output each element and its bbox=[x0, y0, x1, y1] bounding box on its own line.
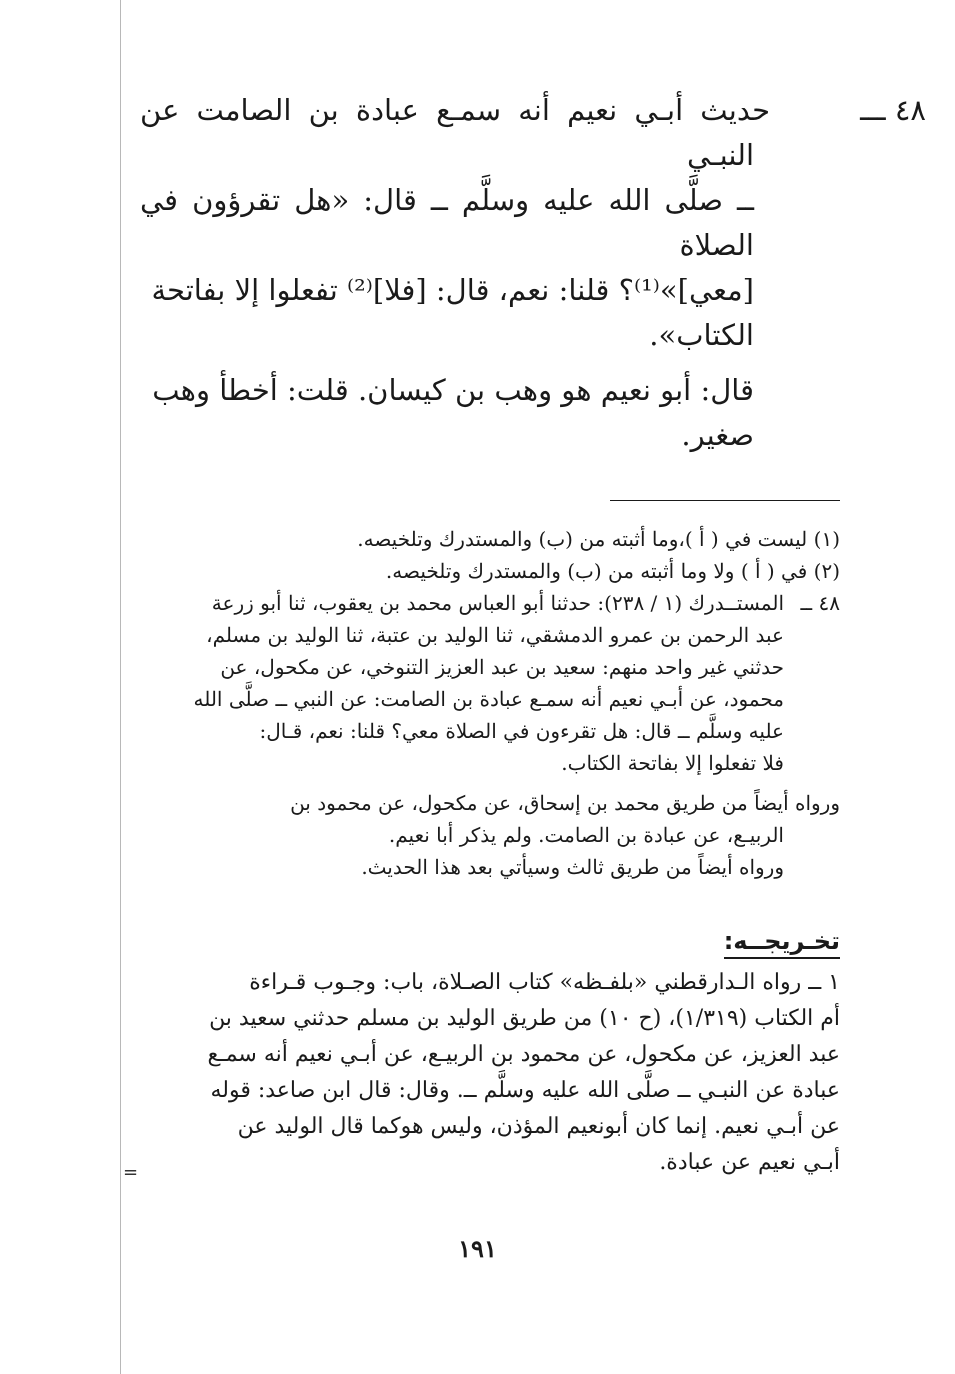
hadith-number: ٤٨ ـــ bbox=[860, 93, 926, 127]
takhrij-line-4: عبادة عن النبـي ــ صلَّى الله عليه وسلَّم ــ. وقال: قال ابن صاعد: قوله bbox=[210, 1078, 840, 1103]
source-line-6: فلا تفعلوا إلا بفاتحة الكتاب. bbox=[561, 751, 784, 775]
takhrij-line-3: عبد العزيز، عن مكحول، عن محمود بن الربيـع، عن أبـي نعيم أنه سمـع bbox=[207, 1042, 840, 1067]
source-line-1: ٤٨ ــالمستــدرك (١ / ٢٣٨): حدثنا أبو العباس محمد بن يعقوب، ثنا أبو زرعة bbox=[140, 587, 840, 619]
source-number: ٤٨ ــ bbox=[800, 591, 840, 615]
margin-equals-mark: = bbox=[123, 1162, 139, 1183]
riwaya-line-3: ورواه أيضاً من طريق ثالث وسيأتي بعد هذا الحديث. bbox=[361, 855, 784, 879]
page-number: ١٩١ bbox=[458, 1234, 497, 1263]
takhrij-line-5: عن أبـي نعيم. إنما كان أبونعيم المؤذن، وليس هوكما قال الوليد عن bbox=[237, 1114, 840, 1139]
footnotes bbox=[140, 523, 840, 883]
hadith-comment-line-1: قال: أبو نعيم هو وهب بن كيسان. قلت: أخطأ وهب bbox=[152, 373, 754, 407]
takhrij-line-6: أبـي نعيم عن عبادة. bbox=[659, 1150, 840, 1175]
hadith-line-1: ٤٨ ـــحديث أبـي نعيم أنه سمـع عبادة بن الصامت عن النبـي bbox=[140, 88, 754, 178]
hadith-line-2: ــ صلَّى الله عليه وسلَّم ــ قال: «هل تقرؤون في الصلاة bbox=[140, 183, 754, 262]
riwaya-block bbox=[140, 787, 840, 883]
scan-edge-line bbox=[120, 0, 121, 1374]
hadith-body bbox=[140, 88, 926, 358]
source-line-5: عليه وسلَّم ــ قال: هل تقرءون في الصلاة معي؟ قلنا: نعم، قـال: bbox=[259, 719, 784, 743]
source-rest bbox=[140, 619, 840, 779]
source-note bbox=[140, 587, 840, 883]
takhrij-line-2: أم الكتاب (١/٣١٩)، (ح ١٠) من طريق الوليد بن مسلم حدثني سعيد بن bbox=[209, 1006, 840, 1031]
footnote-2: (٢) في ( أ ) ولا وما أثبته من (ب) والمستدرك وتلخيصه. bbox=[385, 559, 840, 583]
hadith-block bbox=[140, 88, 926, 458]
source-line-2: عبد الرحمن بن عمرو الدمشقي، ثنا الوليد بن عتبة، ثنا الوليد بن مسلم، bbox=[206, 623, 784, 647]
hadith-line-4: الكتاب». bbox=[649, 318, 754, 352]
source-line-4: محمود، عن أبـي نعيم أنه سمـع عبادة بن الصامت: عن النبي ــ صلَّى الله bbox=[193, 687, 784, 711]
hadith-comment-line-2: صغير. bbox=[681, 418, 754, 452]
takhrij-heading: تخـريجــه: bbox=[140, 927, 840, 955]
riwaya-line-1: ورواه أيضاً من طريق محمد بن إسحاق، عن مكحول، عن محمود بن bbox=[290, 791, 840, 815]
takhrij-body bbox=[140, 965, 840, 1181]
riwaya-line-2: الربيـع، عن عبادة بن الصامت. ولم يذكر أبا نعيم. bbox=[388, 823, 784, 847]
book-page bbox=[140, 88, 926, 1181]
takhrij-line-1: ١ ــ رواه الـدارقطني «بلفـظه» كتاب الصـلاة، باب: وجـوب قـراءة bbox=[249, 970, 840, 995]
hadith-line-3: [معي]»⁽¹⁾؟ قلنا: نعم، قال: [فلا]⁽²⁾ تفعلوا إلا بفاتحة bbox=[151, 273, 754, 307]
footnote-1: (١) ليست في ( أ )،وما أثبته من (ب) والمستدرك وتلخيصه. bbox=[357, 527, 840, 551]
footnote-separator bbox=[610, 500, 840, 501]
source-line-3: حدثني غير واحد منهم: سعيد بن عبد العزيز التنوخي، عن مكحول، عن bbox=[220, 655, 784, 679]
hadith-comment bbox=[140, 368, 840, 458]
